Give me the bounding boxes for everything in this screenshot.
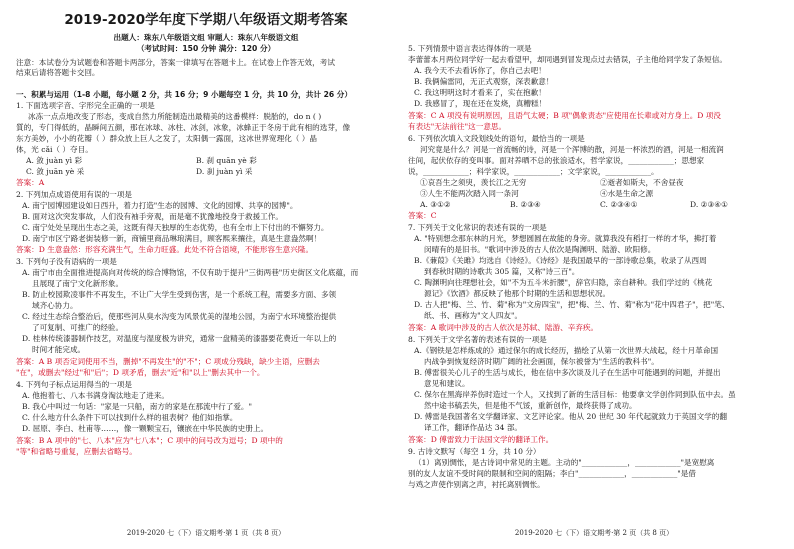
option-a-cont: 且展现了南宁文化新形象。 xyxy=(32,279,124,288)
question-stem: 1. 下面选项字音、字形完全正确的一项是 xyxy=(16,101,155,110)
option-d: D. 桂林传统漆器制作技艺，对温度与湿度极为讲究，通常一盘精美的漆器要花费近一年以上的 xyxy=(22,334,337,343)
option-b: B. 刹 quān yè 彩 xyxy=(196,156,257,165)
answer-text: 答案：C xyxy=(408,211,437,220)
answer-text: 答案：A B 项否定词使用不当，删掉"不再发生"的"不"；C 项成分残缺，缺少主语，应删去 xyxy=(16,357,320,366)
question-stem: 4. 下列句子标点运用得当的一项是 xyxy=(16,380,132,389)
question-context: 李蕾蕾本月两位同学好一起去看望甲，却同遇到冒发现点过去错误，子主他给同学发了条短信。 xyxy=(408,55,727,64)
section-heading: 一、积累与运用（1-8 小题，每小题 2 分，共 16 分；9 小题每空 1 分，共 10 分，共计 26 分） xyxy=(16,90,352,99)
answer-text: 答案：C A 项没有说明原因，且语气太硬；B 项"偶象责态"应使用在长辈或对方身上。D 项没 xyxy=(408,111,721,120)
fill-in-line: 别的友人友谊不受时间的限制和空间的阻隔；李白"____________，____________"是借 xyxy=(408,469,696,478)
page-footer: 2019-2020 七（下）语文期考·第 1 页（共 8 页） xyxy=(126,529,286,537)
option-a: A. 南宁市由全面推进提高向对传统的综合博物馆，不仅有助于提升"三街两巷"历史街区文化底蕴，而 xyxy=(22,268,359,277)
question-stem: 3. 下列句子没有语病的一项是 xyxy=(16,257,117,266)
option-d: D. 屈原、李白、杜甫等……，像一颗颗宝石，镶嵌在中华民族的史册上。 xyxy=(22,424,269,433)
option-a-cont: 闵晴有的是旧书。"歌词中涉及的古人依次是陶渊明、陆游、欧阳修。 xyxy=(424,245,656,254)
option-a: A. "特别想念那东林的月光，梦想圆圆在故能的身旁。就算我没有稻打一样的才华，拂打着 xyxy=(414,234,717,243)
fill-in-line: （1）离别惆怅，是古诗词中常见的主题。主动的"____________，____________"是宽慰离 xyxy=(414,458,715,467)
answer-text: 答案：B A 项中的"七、八本"应为"七八本"；C 项中的问号改为逗号；D 项中的 xyxy=(16,436,283,445)
answer-text-cont: "等"和省略号重复，应删去省略号。 xyxy=(16,447,137,456)
question-context: 说，____________；科学家说，____________；文学家说，____________。 xyxy=(408,167,659,176)
answer-text: 答案：A 歌词中涉及的古人依次是苏轼、陆游、辛弃疾。 xyxy=(408,323,599,332)
choice-4: ④水是生命之源 xyxy=(600,189,654,198)
option-a: A. ③①② xyxy=(420,200,451,209)
option-c: C. 保尔在黑海岸养伤时造过一个人，又找到了新的生活目标：他要拿文学创作同到队伍中去。虽 xyxy=(414,390,736,399)
answer-text-cont: "在"，或删去"经过"和"后"；D 项矛盾，删去"近"和"以上"删去其中一个。 xyxy=(16,368,265,377)
option-c: C. 什么地方什么条件下可以找到什么样的祖表树？他们如指掌。 xyxy=(22,413,238,422)
passage-line: 东方美妙，小小的花瓣（ ）群众放上巨人之发了，太阳偶一露面，这冰世界宽理化（ ）晶 xyxy=(16,134,317,143)
choice-3: ③人生不能两次踏入同一条河 xyxy=(420,189,519,198)
option-b: B. 我心中叫过一句话："家是一只船，南方的家是在那流中行了爱。" xyxy=(22,402,253,411)
option-a-cont: 内战争到恢复经济时期广阔的社会画面，保尔被誉为"生活的教科书"。 xyxy=(424,357,659,366)
option-row xyxy=(408,189,780,198)
exam-info: （考试时间：150 分钟 满分：120 分） xyxy=(136,44,276,53)
passage-line: 質的，专门得低的，晶瞬间五颜，那在冰球、冰柱、冰剑，冰象，冰蜂正于冬房于此有相的选芽，像 xyxy=(16,123,351,132)
option-a: A.《钢铁是怎样炼成的》通过保尔的成长经历，描绘了从第一次世界大战起，经十月革命国 xyxy=(414,346,719,355)
option-c: C. 南宁处处呈现出生态之美，这既有得天独厚的生态优势，也有全市上下付出的不懈努力。 xyxy=(22,223,329,232)
option-b: B. 防止校园欺凌事件不再发生，不让广大学生受到伤害，是一个系统工程，需要多方面、多领 xyxy=(22,290,337,299)
question-context: 河究竟是什么？河是一首流畅的诗，河是一个浑博的散，河是一杯浓烈的酒，河是一相流润 xyxy=(420,145,724,154)
option-d-cont: 时间才能完成。 xyxy=(32,345,86,354)
question-stem: 2. 下列加点成语使用有误的一项是 xyxy=(16,190,132,199)
option-a: A. 他抱着七、八本书满身淘汰地走了进来。 xyxy=(22,391,169,400)
setters-line: 出题人：珠东八年级语文组 审题人：珠东八年级语文组 xyxy=(113,33,299,42)
option-row xyxy=(16,167,396,176)
notice-line: 结束后请将答题卡交回。 xyxy=(16,68,100,77)
passage-line: 体，光 cǎi（ ）夺目。 xyxy=(16,145,93,154)
option-d: D. 傅雷是我国著名文学翻译家、文艺评论家。他从 20 世纪 30 年代起就致力于英国文学的翻 xyxy=(414,412,727,421)
option-c: C. 陶渊明向往理想社会，如"不为五斗米折腰"，辞官归隐，亲自耕种。我们学过的《桃花 xyxy=(414,278,713,287)
choice-1: ①哀吾生之须臾，羡长江之无穷 xyxy=(420,178,527,187)
passage-line: 冰冻一点点地改变了形态，变成自然力所能制造出最精美的这番模样：脱胎的，do n ( ) xyxy=(28,112,322,121)
option-d: D. 古人把"梅、兰、竹、菊"称为"文房四宝"，把"梅、兰、竹、菊"称为"花中四君子"，把"笔、 xyxy=(414,300,730,309)
option-c-cont: 了可复制、可推广的经验。 xyxy=(32,323,124,332)
question-stem: 6. 下列依次填入文段划线处的语句，最恰当的一项是 xyxy=(408,134,585,143)
page-footer: 2019-2020 七（下）语文期考·第 2 页（共 8 页） xyxy=(514,529,674,537)
question-stem: 7. 下列关于文化常识的表述有误的一项是 xyxy=(408,223,547,232)
answer-text: 答案：D 傅雷致力于法国文学的翻译工作。 xyxy=(408,435,554,444)
option-c: C. 我这明明这时才看来了，实在抱歉！ xyxy=(414,88,546,97)
fill-in-line: 与鸡之声使作别离之声，衬托离别惆怅。 xyxy=(408,480,545,489)
answer-text: 答案：D 生意盎然：形容充满生气，生命力旺盛。此处不符合语境，不能形容生意兴隆。 xyxy=(16,245,314,254)
option-d: D. ②③④① xyxy=(690,200,728,209)
question-stem: 8. 下列关于文学名著的表述有误的一项是 xyxy=(408,335,547,344)
option-row xyxy=(408,200,780,209)
notice-line: 注意：本试卷分为试题卷和答题卡两部分，答案一律填写在答题卡上。在试卷上作答无效，考试 xyxy=(16,58,335,67)
option-d: D. 我感冒了，现在还在发烧，真糟糕！ xyxy=(414,99,547,108)
option-a: A. 敛 juàn yì 彩 xyxy=(26,156,83,165)
choice-2: ②逝者如斯夫，不舍昼夜 xyxy=(600,178,684,187)
option-d-cont: 译工作，翻译作品达 34 部。 xyxy=(424,423,523,432)
option-row xyxy=(408,178,780,187)
option-b-cont: 到春秋时期的诗歌共 305 篇，又称"诗三百"。 xyxy=(424,267,580,276)
option-c: C. ②③④① xyxy=(600,200,638,209)
question-context: 往间，起伏依存的变叫事。面对养晒不总的张浪适水，哲学家说，____________；思想家 xyxy=(408,156,705,165)
option-b: B.《蒹葭》《关雎》均选自《诗经》。《诗经》是我国最早的一部诗歌总集，收录了从西周 xyxy=(414,256,707,265)
page-2-column xyxy=(408,0,780,549)
option-d: D. 刹 juàn yì 采 xyxy=(196,167,253,176)
option-b: B. 面对这次突发事故，人们没有袖手旁观，而是毫不犹豫地投身于救援工作。 xyxy=(22,212,283,221)
option-a: A. 南宁园博园建设如日西升，着力打造"生态的园博、文化的园博、共享的园博"。 xyxy=(22,201,298,210)
document-title: 2019-2020学年度下学期八年级语文期考答案 xyxy=(64,12,348,28)
option-b: B. 傅雷很关心儿子的生活与成长，他在信中多次谈及儿子在生活中可能遇到的问题，并提出 xyxy=(414,368,721,377)
question-stem: 5. 下列情景中语言表达得体的一项是 xyxy=(408,44,532,53)
answer-text: 答案：A xyxy=(16,178,45,187)
option-c: C. 经过生态综合整治后，使那些河从臭水沟变为风景优美的湿地公园，为南宁水环境整治提供 xyxy=(22,312,337,321)
question-stem: 9. 古诗文默写（每空 1 分，共 10 分） xyxy=(408,447,541,456)
option-a: A. 我今天不去看诉你了，你自己去吧！ xyxy=(414,66,546,75)
option-c-cont: 然中途书稿丢失，但是他不气馁，重新创作，最终获得了成功。 xyxy=(424,401,637,410)
option-c-cont: 源记》《饮酒》都反映了他那个时期的生活和思想状况。 xyxy=(424,289,611,298)
answer-text-cont: 有表达"无法前往"这一意思。 xyxy=(408,122,507,131)
option-d: D. 南宁市区宁路老街装修一新，商铺里商品琳琅满目，顾客熙来攘往，真是生意盎然啊！ xyxy=(22,234,322,243)
option-c: C. 敛 juān yè 采 xyxy=(26,167,85,176)
option-b: B. 我俩偏雷同，无正式观察，深表歉意！ xyxy=(414,77,554,86)
option-b-cont: 意见和建议。 xyxy=(424,379,470,388)
option-row xyxy=(16,156,396,165)
option-b: B. ②③④ xyxy=(510,200,541,209)
page-1-column xyxy=(16,0,396,549)
option-d-cont: 纸、书、画称为"文人四友"。 xyxy=(424,311,523,320)
option-b-cont: 域齐心协力。 xyxy=(32,301,78,310)
